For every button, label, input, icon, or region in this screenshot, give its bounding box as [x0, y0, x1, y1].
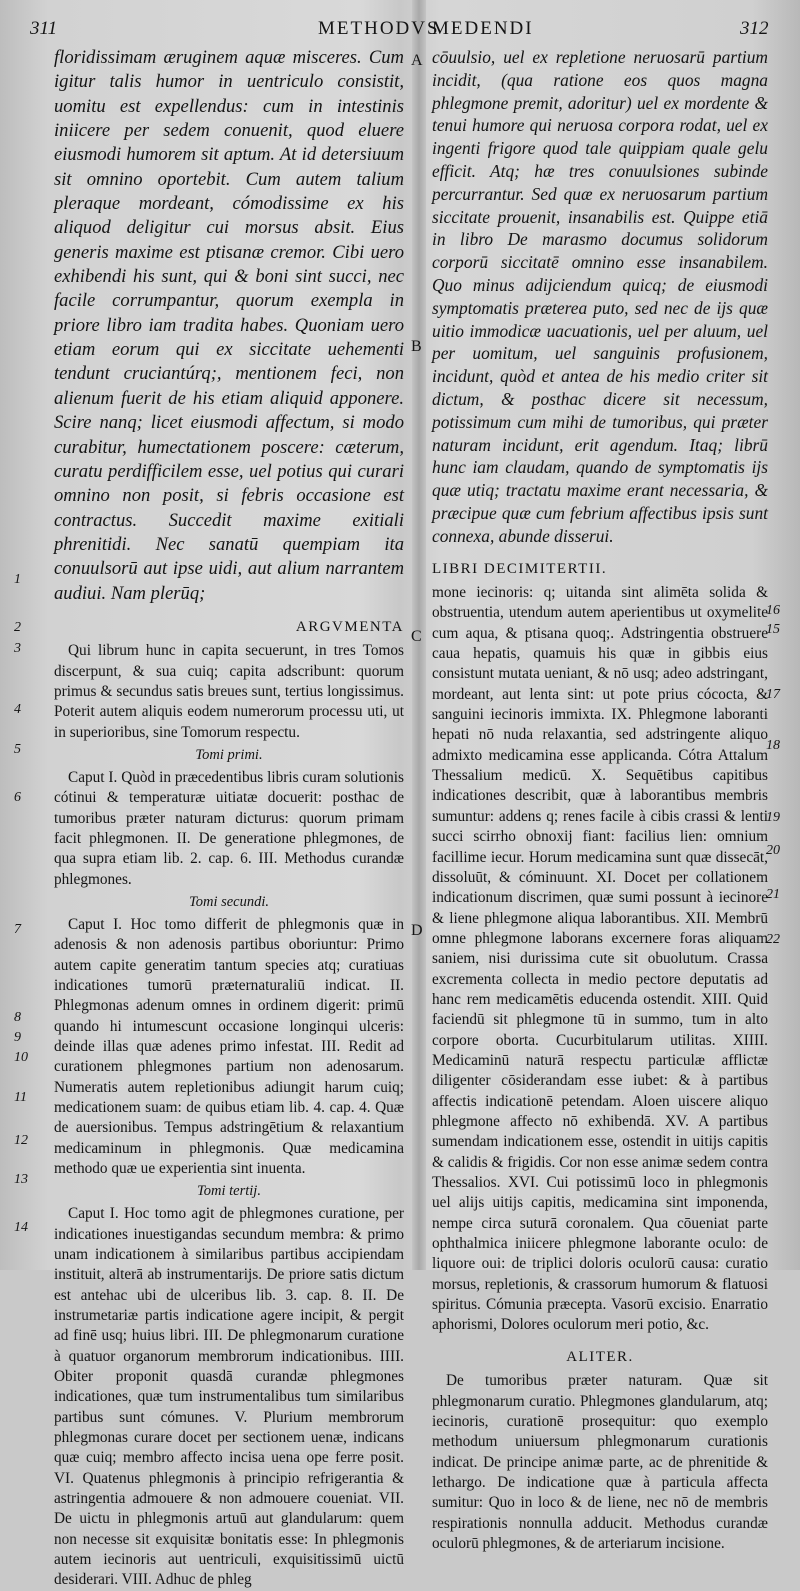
line-number-11: 11 — [14, 1090, 27, 1105]
argumenta-heading: ARGVMENTA — [295, 618, 404, 635]
line-number-10: 10 — [14, 1050, 28, 1065]
libri-text: mone iecinoris: q; uitanda sint alimēta solida & obstruentia, utendum autem aperientibus ut oxymelite cum aqua, & ptisana quoq;. Adstringentia obstruere caua hepatis, quamuis his quæ in gibbis eius consistunt mutata ueniant, & nō usq; adeo adstringant, mordeant, aut lenta sint: ut pote prius cócocta, & sanguini iecinoris immixta. IX. Phlegmone laboranti hepati nō nuda relaxantia, sed adstringente aliquo admixto medicamina esse applicanda. Cótra Attalum Thessalium medicū. X. Sequētibus capitibus indicationes describit, quæ à laborantibus membris sumuntur: addens q; renes facile à cibis crassi & lenti succi scirrho obnoxij fiant: facilius lien: omnium facillime iecur. Horum medicamina sunt quæ dissecāt, dissoluūt, & cóminuunt. XI. Docet per collationem indicationum discrimen, quæ sumi possunt à iecinore & liene phlegmone aliqua laborantibus. XII. Membrū omne phlegmone laborans excernere foras aliquam saniem, nisi durissima cute sit obuolutum. Crassa excrementa collecta in medio pectore deputatis ad hanc rem medicamētis educenda ostendit. XIII. Quid faciendū sit phlegmone tū in summo, tum in alto corpore oborta. Cucurbitularum utilitas. XIIII. Medicaminū naturā respectu particulæ afflictæ diligenter cōsiderandam esse iubet: & à partibus affectis indicationē petendam. Aloen uiscere aliquo phlegmone affecto nō exhibendā. XV. A partibus sumendam indicationem esse, ostendit in uitijs capitis & calidis & frigidis. Cor non esse animæ sedem contra Thessalios. XVI. Cui potissimū loco in phlegmonis uel alijs uitijs capitis, medicamina sint imponenda, nempe circa suturā coronalem. Qua cōueniat parte ophthalmica iniicere phlegmone laborante oculo: de liquore oui: de triplici doloris oculorū causa: curatio morsus, repletionis, & crassorum humorum & flatuosi spiritus. Cómunia præcepta. Vasorū excisio. Enarratio aphorismi, Dolores oculorum meri potio, &c. — [432, 584, 768, 1334]
line-number-1: 1 — [14, 572, 21, 587]
line-number-19: 19 — [766, 810, 780, 825]
tomi-tertii-heading: Tomi tertij. — [197, 1183, 261, 1200]
line-number-14: 14 — [14, 1220, 28, 1235]
line-number-15: 15 — [766, 622, 780, 637]
line-number-6: 6 — [14, 790, 21, 805]
line-number-8: 8 — [14, 1010, 21, 1025]
margin-letter-a: A — [411, 52, 423, 69]
line-number-5: 5 — [14, 742, 21, 757]
tomi-primi-text: Caput I. Quòd in præcedentibus libris curam solutionis cótinui & temperaturæ uitiatæ docuerit: posthac de tumoribus præter naturam dicturus: quorum primam facit phlegmonen. II. De generatione phlegmones, de qua supra etiam lib. 2. cap. 6. III. Methodus curandæ phlegmones. — [54, 768, 404, 888]
tomi-secundi-heading: Tomi secundi. — [188, 894, 270, 911]
margin-letter-d: D — [411, 922, 423, 939]
aliter-heading: ALITER. — [566, 1348, 634, 1365]
left-opening-paragraph: floridissimam æruginem aquæ misceres. Cum igitur talis humor in uentriculo consistit, uomitu est expellendus: cum in intestinis iniicere per sedem conuenit, quod eluere eiusmodi humorem sit aptum. At id detersiuum sit omnino oportebit. Cum autem talium pleraque mordeant, cómodissime ex his aliquod deligitur cui morsus absit. Eius generis maxime est ptisanæ cremor. Cibi uero exhibendi his sunt, qui & boni sint succi, nec facile corrumpantur, quorum exempla in priore libro iam tradita habes. Quoniam uero etiam eorum qui ex siccitate uehementi tendunt cruciantúrq;, mentionem feci, non alienum fuerit de his etiam aliquid apponere. Scire nanq; licet eiusmodi affectum, si modo curabitur, humectationem poscere: cæterum, curatu perdifficilem esse, uel potius qui curari omnino non posit, si febris occasione est contractus. Succedit maxime exitiali phrenitidi. Nec sanatū quempiam ita conuulsorū aut ipse uidi, aut alium narrantem audiui. Nam plerūq; — [54, 47, 404, 604]
line-number-7: 7 — [14, 922, 21, 937]
line-number-22: 22 — [766, 932, 780, 947]
margin-letter-b: B — [411, 338, 422, 355]
line-number-16: 16 — [766, 603, 780, 618]
aliter-text: De tumoribus præter naturam. Quæ sit phlegmonarum curatio. Phlegmones glandularum, atq; iecinoris, curationē prosequitur: quo exemplo methodum uniuersum phlegmonarum curationis indicat. De principe animæ parte, ac de phrenitide & lethargo. De indicatione quæ à particula affecta sumitur: Quo in loco & de liene, nec nō de membris respirationis nonnulla adducit. Methodus curandæ oculorū phlegmones, & de arteriarum incisione. — [432, 1372, 768, 1552]
argumenta-intro: Qui librum hunc in capita secuerunt, in tres Tomos discerpunt, & sua cuiq; capita adscribunt: quorum primus & secundus satis breues sunt, tertius longissimus. Poterit autem aliquis eodem numerorum processu uti, ut in superioribus, sine Tomorum respectu. — [54, 642, 404, 741]
line-number-2: 2 — [14, 620, 21, 635]
libri-heading: LIBRI DECIMITERTII. — [432, 560, 608, 577]
right-column — [432, 46, 768, 1554]
line-number-9: 9 — [14, 1030, 21, 1045]
right-opening-paragraph: cōuulsio, uel ex repletione neruosarū partium incidit, (qua ratione eos quos magna phlegmone premit, adoritur) uel ex mordente & tenui humore qui neruosa corpora rodat, uel ex ingenti frigore quod tale quippiam quale gelu efficit. Atq; hæ tres conuulsiones subinde percurrantur. Sed quæ ex neruosarum partium siccitate prouenit, insanabilis est. Quippe etiā in libro De marasmo documus solidorum corporū siccitatē omnino esse insanabilem. Quo minus adijciendum quicq; de eiusmodi symptomatis præterea puto, sed nec de ijs quæ uitio immodicæ uacuationis, uel per aluum, uel per uomitum, uel sanguinis profusionem, incidunt, quòd et antea de his medio criter sit dictum, & posthac dicere sit necessum, potissimum cum mihi de tumoribus, qui præter naturam incidunt, erit agendum. Itaq; librū hunc iam claudam, quando de symptomatis ijs quæ utiq; tractatu maxime erant necessaria, & præcipue quæ cum febrium affectibus ipsis sunt connexa, abunde disserui. — [432, 47, 768, 546]
line-number-21: 21 — [766, 887, 780, 902]
tomi-secundi-text: Caput I. Hoc tomo differit de phlegmonis quæ in adenosis & non adenosis partibus oboriuntur: Primo autem capite generatim tantum species atq; curatiuas indicationes tumorū præternaturaliū indicat. II. Phlegmonas adenum omnes in ordinem digerit: primū quando hi intumescunt occasione longinqui ulceris: deinde illas quæ adenes primo infestat. III. Redit ad curationem phlegmones partium non adenosarum. Numeratis autem repletionibus adiungit harum cuiq; medicationem suam: de quibus etiam lib. 4. cap. 4. Quæ de auersionibus. Tempus adstringētium & relaxantium medicaminum in phlegmonis. Quæ medicamina methodo quæ ue experientia sint inuenta. — [54, 915, 404, 1177]
tomi-primi-heading: Tomi primi. — [195, 747, 263, 764]
line-number-13: 13 — [14, 1172, 28, 1187]
line-number-3: 3 — [14, 641, 21, 656]
line-number-18: 18 — [766, 738, 780, 753]
line-number-12: 12 — [14, 1133, 28, 1148]
left-running-head: METHODVS — [318, 18, 440, 39]
tomi-tertii-text: Caput I. Hoc tomo agit de phlegmones curatione, per indicationes inuestigandas secundum membra: & primo unam indicationem à similaribus partibus accipiendam instituit, alterā ab instrumentarijs. De priore satis dictum est antehac ubi de ulceribus lib. 3. cap. 8. II. De instrumetariæ partis indicatione agere incipit, & pergit ad finē usq; huius libri. III. De phlegmonarum curatione à quatuor organorum membrorum indicationibus. IIII. Obiter proponit quasdā curandæ phlegmones indicationes, quæ tum instrumentalibus tum similaribus partibus sunt cómunes. V. Plurium membrorum phlegmonas curare docet per sectionem uenæ, indicans quæ cuiq; membro affecto incisa uena ope ferre posit. VI. Quatenus phlegmonis à principio refrigerantia & astringentia admouere & non admouere coueniat. VII. De uictu in phlegmonis artuū aut glandularum: quem non necesse sit exquisitæ bonitatis esse: In phlegmonis autem iecinoris aut uentriculi, exquisitissimū uictū desiderari. VIII. Adhuc de phleg — [54, 1205, 404, 1589]
left-column — [54, 46, 404, 1591]
line-number-4: 4 — [14, 702, 21, 717]
right-running-head: MEDENDI — [432, 18, 534, 39]
line-number-17: 17 — [766, 687, 780, 702]
right-page-number: 312 — [740, 18, 769, 39]
margin-letter-c: C — [411, 628, 422, 645]
line-number-20: 20 — [766, 843, 780, 858]
left-page-number: 311 — [30, 18, 58, 39]
